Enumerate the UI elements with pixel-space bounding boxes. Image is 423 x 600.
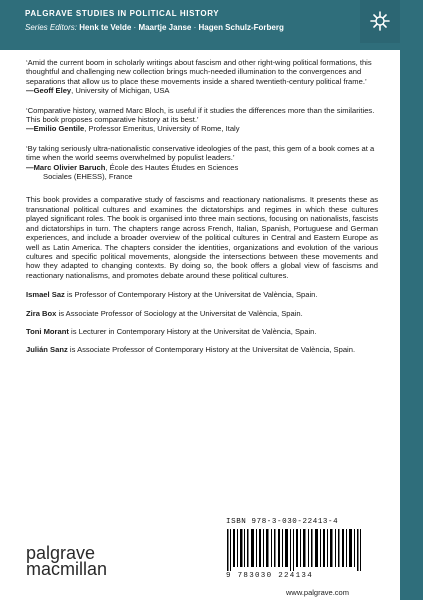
barcode-number: 9 783030 224134 [226,572,314,580]
author-bio [26,327,378,336]
quote-attribution [26,163,378,172]
author-name: Julián Sanz [26,345,68,355]
author-bio-text: is Professor of Contemporary History at the Universitat de València, Spain. [64,290,318,300]
palgrave-flower-icon [360,0,400,43]
series-title: PALGRAVE STUDIES IN POLITICAL HISTORY [25,9,220,18]
isbn-barcode-block [222,517,368,583]
author-name: Zira Box [26,308,57,318]
quote-author: —Geoff Eley [26,86,72,96]
editor-name: Hagen Schulz-Forberg [198,23,284,32]
book-description: This book provides a comparative study of fascisms and reactionary nationalisms. It presents these as transnational political cultures and examines the dictatorships and regimes in which these cultures played significant roles. The book is organised into three main sections, focusing on nationalists, fascists and dictatorships in turn. The chapters range across French, Italian, Spanish, Portuguese and German experiences, and include a broader overview of the political cultures in Central and Eastern Europe as well as Latin America. The chapters consider the identities, organizations and evolution of the various cultures and specific political movements, alongside the intersections between these movements and how they adapted to changing contexts. By doing so, the book offers a global view of fascisms and reactionary nationalisms, and promotes debate around these political cultures. [26,195,378,280]
endorsement-quote [26,144,378,182]
editor-separator: · [133,23,137,32]
publisher-line2: macmillan [26,559,108,579]
author-bio-text: is Lecturer in Contemporary History at the Universitat de València, Spain. [68,326,317,336]
author-bio [26,345,378,354]
author-bio [26,309,378,318]
quote-text: ‘Comparative history, warned Marc Bloch, is useful if it studies the differences more than the similarities. This book proposes comparative history at its best.’ [26,105,375,125]
quote-author: —Emilio Gentile [26,124,85,134]
author-bio-text: is Associate Professor of Contemporary History at the Universitat de València, Spain. [67,345,356,355]
quote-text: ‘Amid the current boom in scholarly writings about fascism and other right-wing political formations, this thoughtful and challenging new collection brings much-needed illumination to the convergences and separations that allow us to place these movements inside a shared twentieth-century political frame.’ [26,58,372,86]
editor-name: Maartje Janse [138,23,192,32]
editor-separator: · [193,23,197,32]
publisher-logo [26,545,107,577]
author-bio-text: is Associate Professor of Sociology at the Universitat de València, Spain. [56,308,303,318]
quote-affiliation: , École des Hautes Études en Sciences [105,162,239,172]
author-name: Ismael Saz [26,290,65,300]
quote-author: —Marc Olivier Baruch [26,162,106,172]
quote-affiliation: , Professor Emeritus, University of Rome, Italy [84,124,240,134]
quote-affiliation: , University of Michigan, USA [71,86,170,96]
quote-affiliation-continued: Sociales (EHESS), France [43,172,133,182]
back-cover-panel [0,50,400,600]
cover-text [26,58,378,364]
publisher-website[interactable]: www.palgrave.com [286,588,349,597]
endorsement-quote [26,106,378,134]
spine-strip [400,0,423,600]
author-bio [26,290,378,299]
endorsement-quote [26,58,378,96]
editor-name: Henk te Velde [79,23,132,32]
quote-attribution [26,86,378,95]
barcode-icon [227,529,363,571]
publisher-line1: palgrave [26,543,96,563]
editors-label: Series Editors: [25,23,78,32]
quote-text: ‘By taking seriously ultra-nationalistic conservative ideologies of the past, this gem of a book comes at a time when the world seems overwhelmed by populist leaders.’ [26,143,375,163]
quote-attribution [26,124,378,133]
series-editors [25,23,284,32]
author-name: Toni Morant [26,326,69,336]
isbn-label: ISBN 978-3-030-22413-4 [226,518,339,526]
